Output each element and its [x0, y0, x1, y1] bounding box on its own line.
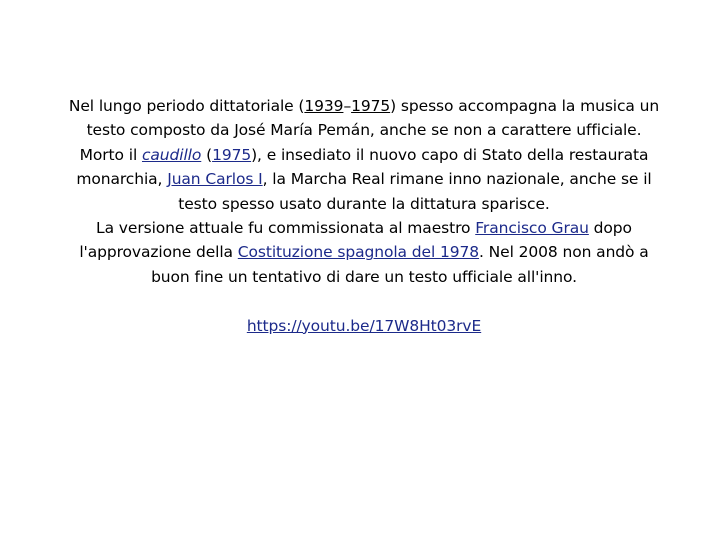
text-segment: dopo [588, 219, 632, 238]
text-line-5: testo spesso usato durante la dittatura sparisce. [178, 194, 550, 213]
body-text [40, 94, 688, 338]
text-segment: Morto il [79, 145, 142, 164]
text-line-1 [40, 94, 688, 118]
link-1975[interactable]: 1975 [351, 97, 391, 115]
text-line-8: buon fine un tentativo di dare un testo ufficiale all'inno. [151, 267, 577, 286]
text-segment: ), e insediato il nuovo capo di Stato della restaurata [251, 145, 649, 164]
link-costituzione[interactable]: Costituzione spagnola del 1978 [237, 243, 480, 262]
link-juan-carlos[interactable]: Juan Carlos I [167, 170, 263, 189]
text-segment: Nel lungo periodo dittatoriale ( [68, 97, 305, 115]
blank-line [40, 289, 688, 313]
text-line-2: testo composto da José María Pemán, anche se non a carattere ufficiale. [86, 121, 642, 140]
text-line-7 [40, 240, 688, 264]
text-segment: ( [201, 145, 213, 164]
link-1975-b[interactable]: 1975 [212, 145, 252, 164]
text-segment: La versione attuale fu commissionata al maestro [96, 219, 476, 238]
link-caudillo-label: caudillo [141, 145, 202, 164]
text-line-4 [40, 167, 688, 191]
text-segment: , la Marcha Real rimane inno nazionale, anche se il [262, 170, 652, 189]
text-line-6 [40, 216, 688, 240]
video-link[interactable]: https://youtu.be/17W8Ht03rvE [246, 316, 482, 335]
text-segment: – [343, 97, 352, 115]
text-segment: ) spesso accompagna la musica un [390, 97, 660, 115]
text-segment: l'approvazione della [79, 243, 238, 262]
text-line-3 [40, 143, 688, 167]
link-1939[interactable]: 1939 [304, 97, 344, 115]
text-segment: . Nel 2008 non andò a [479, 243, 649, 262]
video-link-line [40, 314, 688, 338]
text-segment: monarchia, [76, 170, 168, 189]
link-caudillo[interactable] [142, 146, 201, 164]
link-francisco-grau[interactable]: Francisco Grau [475, 219, 589, 238]
